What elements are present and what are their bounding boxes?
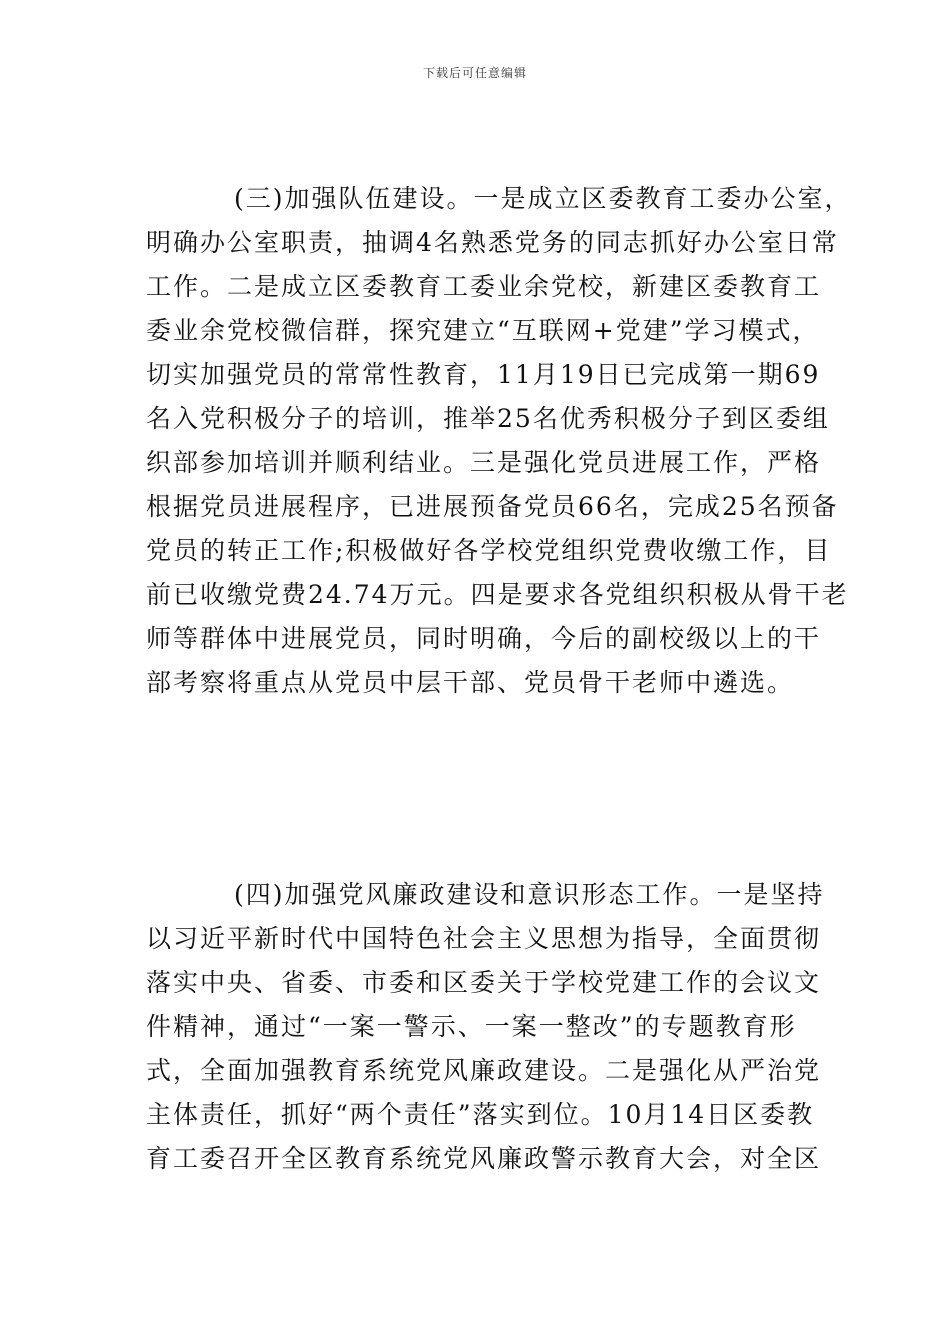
text-line: 落实中央、省委、市委和区委关于学校党建工作的会议文 [146, 968, 822, 997]
text-line: 以习近平新时代中国特色社会主义思想为指导，全面贯彻 [146, 924, 822, 953]
text-line: 党员的转正工作;积极做好各学校党组织党费收缴工作，目 [146, 536, 832, 565]
text-line: 织部参加培训并顺利结业。三是强化党员进展工作，严格 [146, 448, 822, 477]
text-line: 主体责任，抓好“两个责任”落实到位。10月14日区委教 [146, 1100, 815, 1129]
page-header: 下载后可任意编辑 [422, 66, 527, 80]
text-line: (三)加强队伍建设。一是成立区委教育工委办公室， [234, 184, 852, 213]
text-line: 委业余党校微信群，探究建立“互联网+党建”学习模式， [146, 316, 820, 345]
text-line: 件精神，通过“一案一警示、一案一整改”的专题教育形 [146, 1012, 797, 1041]
text-line: 根据党员进展程序，已进展预备党员66名，完成25名预备 [146, 492, 839, 521]
text-line: 前已收缴党费24.74万元。四是要求各党组织积极从骨干老 [146, 580, 849, 609]
text-line: 式，全面加强教育系统党风廉政建设。二是强化从严治党 [146, 1056, 822, 1085]
text-line: 育工委召开全区教育系统党风廉政警示教育大会，对全区 [146, 1144, 822, 1173]
text-line: (四)加强党风廉政建设和意识形态工作。一是坚持 [234, 880, 825, 909]
text-line: 工作。二是成立区委教育工委业余党校，新建区委教育工 [146, 272, 822, 301]
text-line: 师等群体中进展党员，同时明确，今后的副校级以上的干 [146, 624, 822, 653]
text-line: 名入党积极分子的培训，推举25名优秀积极分子到区委组 [146, 404, 830, 433]
paragraph-party-conduct [146, 873, 825, 1181]
text-line: 明确办公室职责，抽调4名熟悉党务的同志抓好办公室日常 [146, 228, 839, 257]
text-line: 部考察将重点从党员中层干部、党员骨干老师中遴选。 [146, 668, 795, 697]
text-line: 切实加强党员的常常性教育，11月19日已完成第一期69 [146, 360, 821, 389]
paragraph-team-building [146, 177, 852, 705]
